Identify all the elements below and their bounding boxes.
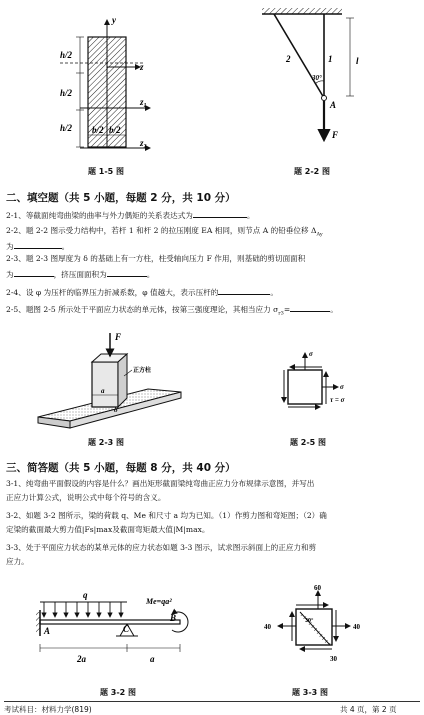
fig32-label-A: A [44,626,51,636]
question-2-1: 2-1、等截面纯弯曲梁的曲率与外力偶矩的关系表达式为 。 [6,208,420,222]
fig22-label-force: F [332,130,339,140]
fig25-label-sigma-top: σ [309,350,313,358]
caption-3-3: 题 3-3 图 [292,688,329,697]
caption-2-5: 题 2-5 图 [290,438,327,447]
fig33-label-top: 60 [314,584,321,592]
question-2-2: 2-2、题 2-2 图示受力结构中，若杆 1 和杆 2 的拉压刚度 EA 相同，则节点 A 的铅垂位移 $\Delta_{Ay}$ [6,226,323,238]
question-3-3: 3-3、处于平面应力状态的某单元体的应力状态如题 3-3 图示，试求图示斜面上的正应力和剪 [6,543,317,552]
fig32-label-q: q [83,590,88,600]
fig33-label-right: 40 [353,623,360,631]
fig15-label-z1: $z_1$ [140,97,147,109]
figure-3-2 [36,602,188,652]
fig32-label-dim2: a [150,654,155,664]
fig22-label-node: A [330,100,337,110]
fig15-label-h2c: h/2 [60,123,73,133]
fig33-label-left: 40 [264,623,271,631]
fig23-label-a: a [101,387,105,395]
footer-page: 共 4 页，第 2 页 [340,705,397,714]
question-3-1-cont: 正应力计算公式，说明公式中每个符号的含义。 [6,493,166,502]
fig23-label-delta: δ [114,406,118,414]
fig25-label-tau: τ = σ [330,396,345,404]
question-2-4: 2-4、设 φ 为压杆的临界压力折减系数，φ 值越大，表示压杆的 。 [6,285,420,299]
figure-2-2 [262,8,354,140]
fig22-label-angle: 30° [312,74,322,82]
fig32-label-B: B [170,613,177,623]
fig33-label-angle: 30° [305,618,314,624]
footer-subject: 考试科目：材料力学(819) [4,705,92,714]
fig32-label-dim1: 2a [77,654,86,664]
footer-rule [4,701,420,702]
fig23-label-force: F [115,332,122,342]
caption-3-2: 题 3-2 图 [100,688,137,697]
fig15-label-b2b: b/2 [109,125,121,135]
fig15-label-z: z [140,62,144,72]
question-3-2: 3-2、如题 3-2 图所示，梁的荷载 q、Me 和尺寸 a 均为已知。（1）作剪力图和弯矩图；（2）确 [6,511,327,520]
fig15-label-h2b: h/2 [60,88,73,98]
question-3-2-cont: 定梁的截面最大剪力值|Fs|max及截面弯矩最大值|M|max。 [6,525,210,534]
caption-1-5: 题 1-5 图 [88,167,125,176]
fig33-label-bottom: 30 [330,655,337,663]
fig22-label-bar1: 1 [328,54,333,64]
question-2-2-cont: 为 。 [6,239,420,253]
figure-3-3 [278,591,350,649]
section-2-title: 二、填空题（共 5 小题，每题 2 分，共 10 分） [6,192,236,204]
fig22-label-length: l [356,56,359,66]
fig32-label-C: C [123,624,130,634]
caption-2-3: 题 2-3 图 [88,438,125,447]
question-3-1: 3-1、纯弯曲平面假设的内容是什么？画出矩形截面梁纯弯曲正应力分布规律示意图，并写出 [6,479,315,488]
figure-2-3 [38,333,181,428]
fig15-label-h2a: h/2 [60,50,73,60]
figure-1-5 [60,20,150,148]
fig22-label-bar2: 2 [286,54,291,64]
fig15-label-b2a: b/2 [92,125,104,135]
fig25-label-sigma-right: σ [340,383,344,391]
fig23-label-column: 正方柱 [133,368,152,374]
question-2-5: 2-5、题图 2-5 所示处于平面应力状态的单元体，按第三强度理论，其相当应力 $\sigma_{r3}=$ 。 [6,302,420,320]
caption-2-2: 题 2-2 图 [294,167,331,176]
fig15-label-z2: $z_2$ [140,138,147,150]
fig15-label-y: y [112,15,116,25]
question-2-3: 2-3、题 2-3 图厚度为 δ 的基础上有一方柱，柱受轴向压力 F 作用，则基础的剪切面面积 [6,254,306,263]
question-2-3-cont: 为 ，挤压面面积为 。 [6,267,420,281]
fig32-label-moment: Me=qa² [146,597,172,606]
question-3-3-cont: 应力。 [6,557,29,566]
section-3-title: 三、简答题（共 5 小题，每题 8 分，共 40 分） [6,462,236,474]
